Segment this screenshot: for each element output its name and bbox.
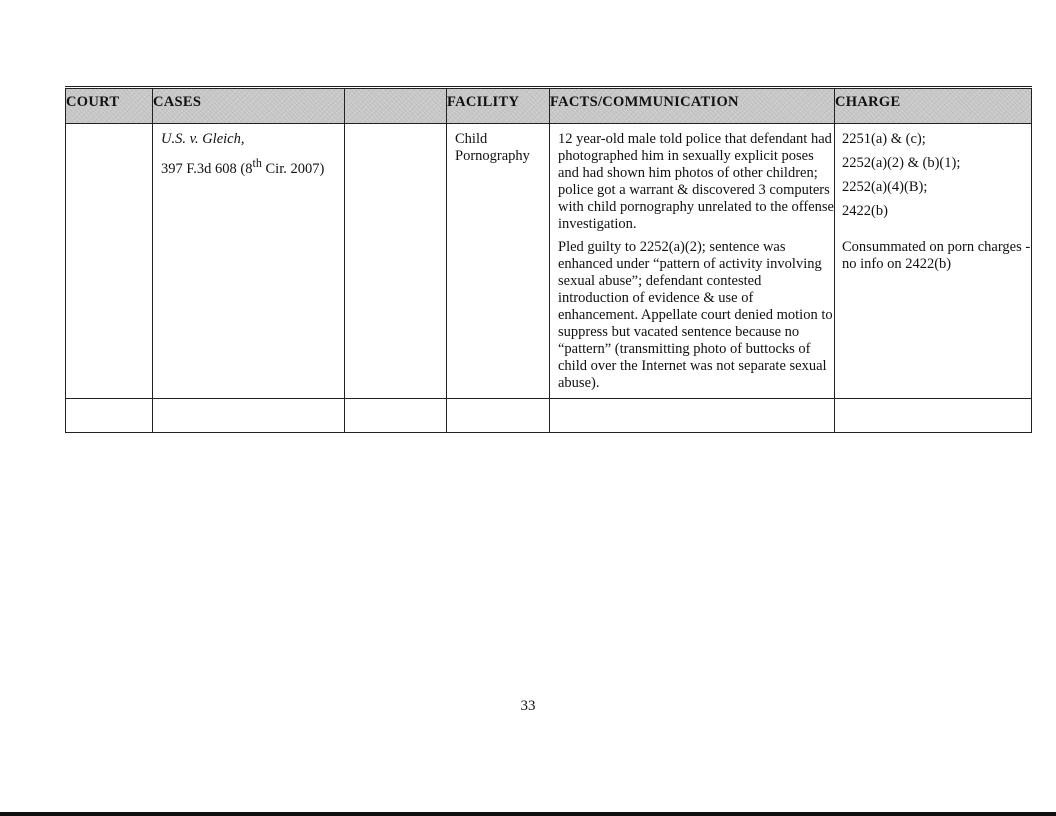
header-blank [345,88,447,124]
empty-cell [447,399,550,433]
case-name: U.S. v. Gleich, [161,131,245,147]
empty-cell [345,399,447,433]
charge-item: 2252(a)(2) & (b)(1); [842,155,961,171]
charge-cell [835,124,1032,399]
case-cell [153,124,345,399]
empty-cell [153,399,345,433]
case-citation-text: 397 F.3d 608 (8 [161,160,253,177]
header-facility: FACILITY [447,88,550,124]
header-charge: CHARGE [835,88,1032,124]
charge-item: 2422(b) [842,203,888,219]
case-citation-text-end: Cir. 2007) [261,160,325,177]
case-citation-ordinal: th [252,156,262,170]
facts-cell [550,124,835,399]
scan-edge-bar [0,812,1056,816]
header-court: COURT [66,88,153,124]
header-cases: CASES [153,88,345,124]
charge-item: 2251(a) & (c); [842,131,926,147]
facility-cell: Child Pornography [447,124,550,399]
page-number: 33 [520,698,536,714]
case-citation [161,155,344,178]
table-row [66,124,1032,399]
facts-paragraph: Pled guilty to 2252(a)(2); sentence was enhanced under “pattern of activity involving sexual abuse”; defendant contested introduction of evidence & use of enhancement. Appellate court denied motion to suppress but vacated sentence because no “pattern” (transmitting photo of buttocks of child over the Internet was not separate sexual abuse). [558,239,833,391]
empty-cell [66,399,153,433]
blank-cell [345,124,447,399]
table-header-row [66,88,1032,124]
court-cell [66,124,153,399]
facts-paragraph: 12 year-old male told police that defendant had photographed him in sexually explicit poses and had shown him photos of other children; police got a warrant & discovered 3 computers with child pornography unrelated to the offense investigation. [558,131,834,232]
cases-table [65,86,1032,433]
charge-note: Consummated on porn charges - no info on 2422(b) [842,239,1031,272]
empty-cell [835,399,1032,433]
empty-cell [550,399,835,433]
table-row-empty [66,399,1032,433]
header-facts-communication: FACTS/COMMUNICATION [550,88,835,124]
charge-item: 2252(a)(4)(B); [842,179,928,195]
